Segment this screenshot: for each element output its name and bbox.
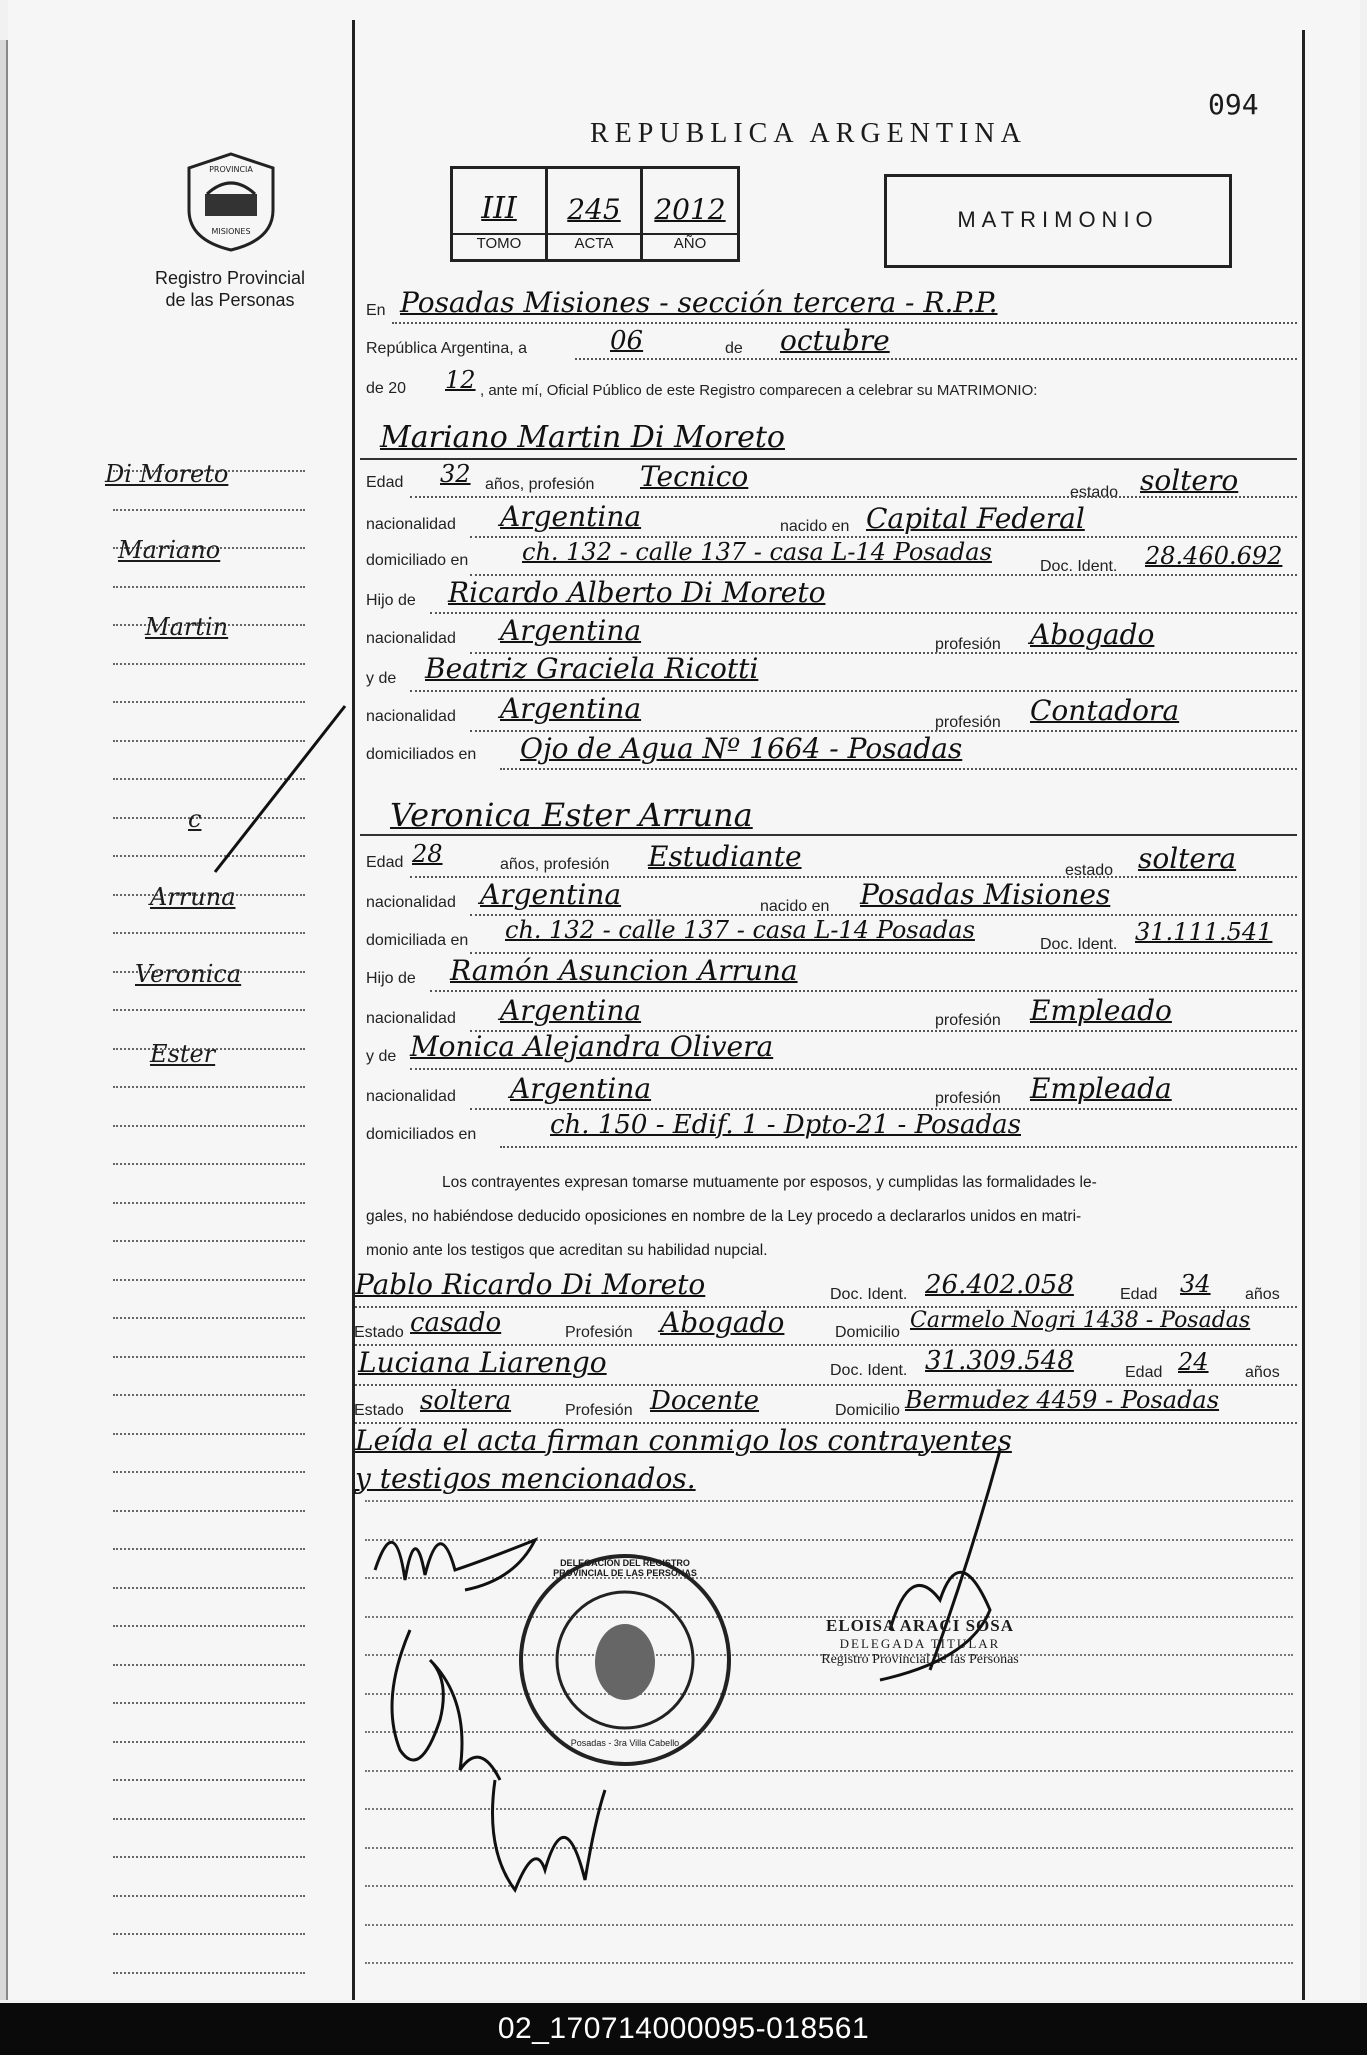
margin-rule-line <box>113 1625 305 1627</box>
seal-outer-text: DELEGACION DEL REGISTRO PROVINCIAL DE LAS PERSONAS <box>553 1558 697 1578</box>
witness-signature <box>475 1760 615 1910</box>
witness-1-anos-label: años <box>1245 1286 1280 1303</box>
tomo-cell <box>453 169 548 259</box>
bride-nationality: Argentina <box>480 878 622 911</box>
official-seal-icon <box>515 1550 735 1770</box>
groom-dom-label: domiciliado en <box>366 552 469 569</box>
registry-name <box>130 267 330 311</box>
bride-doc-label: Doc. Ident. <box>1040 936 1118 953</box>
bride-father-dots <box>430 990 1297 992</box>
declaration-text <box>366 1166 1286 1268</box>
acta-cell <box>548 169 643 259</box>
witness-2-age: 24 <box>1178 1348 1209 1376</box>
bride-mother-prof-label: profesión <box>935 1090 1001 1107</box>
bride-father-nat-label: nacionalidad <box>366 1010 456 1027</box>
act-type-box <box>884 174 1232 268</box>
witness-2-address: Bermudez 4459 - Posadas <box>905 1386 1220 1414</box>
bride-name-line <box>360 834 1297 836</box>
margin-rule-line <box>113 1779 305 1781</box>
witness-1-dom-label: Domicilio <box>835 1324 900 1341</box>
groom-nacido-label: nacido en <box>780 518 850 535</box>
left-column-line <box>352 20 355 2000</box>
year-suffix: 12 <box>445 366 476 394</box>
groom-anos-label: años, profesión <box>485 476 595 493</box>
witness-2-profession: Docente <box>650 1386 760 1416</box>
month-value: octubre <box>780 324 890 357</box>
official-title: DELEGADA TITULAR <box>839 1636 1001 1651</box>
groom-father-nat-label: nacionalidad <box>366 630 456 647</box>
witness-1-age: 34 <box>1180 1270 1211 1298</box>
margin-rule-line <box>113 586 305 588</box>
svg-text:MISIONES: MISIONES <box>211 227 251 236</box>
day-value: 06 <box>610 326 644 356</box>
margin-rule-line <box>113 1163 305 1165</box>
declaration-line-2: gales, no habiéndose deducido oposiciones en nombre de la Ley procedo a declararlos unidos en matri- <box>366 1208 1082 1225</box>
witness-1-address: Carmelo Nogri 1438 - Posadas <box>910 1308 1251 1333</box>
witness-2-prof-label: Profesión <box>565 1402 633 1419</box>
country-title: REPUBLICA ARGENTINA <box>590 118 1027 149</box>
groom-doc-label: Doc. Ident. <box>1040 558 1118 575</box>
bride-hijo-label: Hijo de <box>366 970 416 987</box>
bride-yde-label: y de <box>366 1048 397 1065</box>
declaration-line-1: Los contrayentes expresan tomarse mutuamente por esposos, y cumplidas las formalidades le- <box>442 1174 1097 1191</box>
closing-line-1: Leída el acta firman conmigo los contrayentes <box>355 1424 1012 1457</box>
margin-note-connector: c <box>188 805 202 833</box>
anio-label: AÑO <box>643 233 737 252</box>
svg-text:PROVINCIA: PROVINCIA <box>209 165 253 174</box>
groom-mother-prof-label: profesión <box>935 714 1001 731</box>
bride-parents-address: ch. 150 - Edif. 1 - Dpto-21 - Posadas <box>550 1110 1021 1140</box>
bride-mother: Monica Alejandra Olivera <box>410 1030 774 1063</box>
groom-profession: Tecnico <box>640 460 749 493</box>
groom-edad-dots <box>410 496 1297 498</box>
anio-cell <box>643 169 737 259</box>
en-label: En <box>366 302 386 319</box>
groom-mother-profession: Contadora <box>1030 694 1180 727</box>
margin-rule-line <box>113 1009 305 1011</box>
margin-rule-line <box>113 1356 305 1358</box>
margin-rule-line <box>113 1125 305 1127</box>
bride-birthplace: Posadas Misiones <box>860 878 1111 911</box>
witness-2-anos-label: años <box>1245 1364 1280 1381</box>
bride-mother-nationality: Argentina <box>510 1072 652 1105</box>
bride-father-nationality: Argentina <box>500 994 642 1027</box>
act-number-box <box>450 166 740 262</box>
margin-rule-line <box>113 1279 305 1281</box>
bride-dom-label: domiciliada en <box>366 932 469 949</box>
bride-parents-dots <box>500 1146 1297 1148</box>
margin-rule-line <box>113 1587 305 1589</box>
groom-father: Ricardo Alberto Di Moreto <box>448 576 826 609</box>
bride-parents-dom-label: domiciliados en <box>366 1126 477 1143</box>
margin-note-bride-name: Veronica <box>135 960 242 988</box>
witness-2-doc-label: Doc. Ident. <box>830 1362 908 1379</box>
witness-1-prof-label: Profesión <box>565 1324 633 1341</box>
bride-mother-dots <box>410 1068 1297 1070</box>
seal-inner-text: Posadas - 3ra Villa Cabello <box>570 1738 680 1748</box>
witness-1-name: Pablo Ricardo Di Moreto <box>355 1268 706 1301</box>
groom-mother-nat-label: nacionalidad <box>366 708 456 725</box>
groom-estado-label: estado <box>1070 484 1119 501</box>
margin-rule-line <box>113 1933 305 1935</box>
margin-rule-line <box>113 1202 305 1204</box>
provincial-seal-icon <box>183 150 279 254</box>
bride-nacido-label: nacido en <box>760 898 830 915</box>
groom-nationality: Argentina <box>500 500 642 533</box>
margin-rule-line <box>113 1972 305 1974</box>
groom-name: Mariano Martin Di Moreto <box>380 420 785 455</box>
right-border-line <box>1302 30 1305 2000</box>
margin-rule-line <box>113 1240 305 1242</box>
margin-note-surname: Di Moreto <box>105 460 229 488</box>
margin-rule-line <box>113 1471 305 1473</box>
margin-slash-mark <box>205 700 355 880</box>
witness-1-doc: 26.402.058 <box>925 1270 1074 1300</box>
witness-1-estado-label: Estado <box>354 1324 404 1341</box>
bride-mother-nat-label: nacionalidad <box>366 1088 456 1105</box>
witness-1-doc-label: Doc. Ident. <box>830 1286 908 1303</box>
acta-label: ACTA <box>548 233 640 252</box>
groom-age: 32 <box>440 460 471 488</box>
witness-1-civil-status: casado <box>410 1308 502 1338</box>
bride-name: Veronica Ester Arruna <box>390 796 753 834</box>
bride-profession: Estudiante <box>648 840 802 873</box>
bride-father: Ramón Asuncion Arruna <box>450 954 798 987</box>
registry-name-line2: de las Personas <box>165 290 295 310</box>
bride-father-prof-label: profesión <box>935 1012 1001 1029</box>
official-name: ELOISA ARACI SOSA <box>825 1616 1014 1635</box>
bride-mother-profession: Empleada <box>1030 1072 1172 1105</box>
groom-doc: 28.460.692 <box>1145 542 1283 570</box>
groom-nat-label: nacionalidad <box>366 516 456 533</box>
groom-civil-status: soltero <box>1140 464 1239 497</box>
binding-edge <box>0 40 8 2000</box>
margin-rule-line <box>113 1856 305 1858</box>
groom-birthplace: Capital Federal <box>866 502 1085 535</box>
de-label: de <box>725 340 743 357</box>
bride-father-profession: Empleado <box>1030 994 1172 1027</box>
bride-estado-label: estado <box>1065 862 1114 879</box>
margin-note-first-name: Mariano <box>118 536 221 564</box>
margin-note-bride-surname: Arruna <box>150 883 236 911</box>
bride-nat-label: nacionalidad <box>366 894 456 911</box>
bride-address: ch. 132 - calle 137 - casa L-14 Posadas <box>505 916 975 944</box>
groom-yde-label: y de <box>366 670 397 687</box>
opening-statement: , ante mí, Oficial Público de este Registro comparecen a celebrar su MATRIMONIO: <box>480 382 1038 399</box>
margin-rule-line <box>113 509 305 511</box>
tomo-label: TOMO <box>453 233 545 252</box>
witness-2-doc: 31.309.548 <box>925 1346 1074 1376</box>
month-dots <box>575 358 1297 360</box>
margin-rule-line <box>113 1664 305 1666</box>
body-rule-line <box>365 1924 1293 1926</box>
bride-anos-label: años, profesión <box>500 856 610 873</box>
margin-note-second-name: Martin <box>145 613 229 641</box>
bride-doc: 31.111.541 <box>1135 918 1273 946</box>
groom-father-prof-label: profesión <box>935 636 1001 653</box>
groom-name-line <box>360 458 1297 460</box>
closing-line-2: y testigos mencionados. <box>355 1462 696 1495</box>
bride-civil-status: soltera <box>1138 842 1237 875</box>
groom-parents-dots <box>500 768 1297 770</box>
official-stamp <box>800 1616 1040 1668</box>
margin-rule-line <box>113 1510 305 1512</box>
groom-father-nationality: Argentina <box>500 614 642 647</box>
margin-rule-line <box>113 1818 305 1820</box>
groom-mother: Beatriz Graciela Ricotti <box>425 652 759 685</box>
groom-mother-nationality: Argentina <box>500 692 642 725</box>
bride-edad-label: Edad <box>366 854 404 871</box>
margin-rule-line <box>113 932 305 934</box>
groom-hijo-label: Hijo de <box>366 592 416 609</box>
registry-seal <box>183 150 279 254</box>
page-number: 094 <box>1208 88 1259 121</box>
margin-rule-line <box>113 1317 305 1319</box>
groom-parents-dom-label: domiciliados en <box>366 746 477 763</box>
republica-label: República Argentina, a <box>366 340 527 357</box>
groom-father-profession: Abogado <box>1030 618 1155 651</box>
tomo-value: III <box>481 191 517 226</box>
act-type-label: MATRIMONIO <box>957 207 1159 232</box>
margin-rule-line <box>113 1394 305 1396</box>
margin-rule-line <box>113 1895 305 1897</box>
anio-value: 2012 <box>654 193 726 226</box>
margin-rule-line <box>113 1702 305 1704</box>
groom-address: ch. 132 - calle 137 - casa L-14 Posadas <box>522 538 992 566</box>
margin-rule-line <box>113 1741 305 1743</box>
margin-rule-line <box>113 1548 305 1550</box>
registry-name-line1: Registro Provincial <box>154 268 306 288</box>
margin-rule-line <box>113 663 305 665</box>
round-seal <box>515 1550 735 1770</box>
place-value: Posadas Misiones - sección tercera - R.P.P. <box>400 286 998 319</box>
margin-rule-line <box>113 1086 305 1088</box>
document-id-footer: 02_170714000095-018561 <box>0 2003 1367 2055</box>
witness-2-name: Luciana Liarengo <box>358 1346 607 1379</box>
witness-2-estado-label: Estado <box>354 1402 404 1419</box>
witness-2-dom-label: Domicilio <box>835 1402 900 1419</box>
bride-age: 28 <box>412 840 443 868</box>
witness-1-edad-label: Edad <box>1120 1286 1158 1303</box>
witness-2-edad-label: Edad <box>1125 1364 1163 1381</box>
acta-value: 245 <box>567 193 621 226</box>
official-org: Registro Provincial de las Personas <box>821 1652 1019 1667</box>
margin-rule-line <box>113 1433 305 1435</box>
margin-note-bride-second: Ester <box>150 1040 216 1068</box>
year-prefix: de 20 <box>366 380 407 397</box>
declaration-line-3: monio ante los testigos que acreditan su habilidad nupcial. <box>366 1242 768 1259</box>
groom-edad-label: Edad <box>366 474 404 491</box>
witness-1-profession: Abogado <box>660 1306 785 1339</box>
body-rule-line <box>365 1962 1293 1964</box>
witness-2-civil-status: soltera <box>420 1386 512 1416</box>
groom-parents-address: Ojo de Agua Nº 1664 - Posadas <box>520 732 963 765</box>
